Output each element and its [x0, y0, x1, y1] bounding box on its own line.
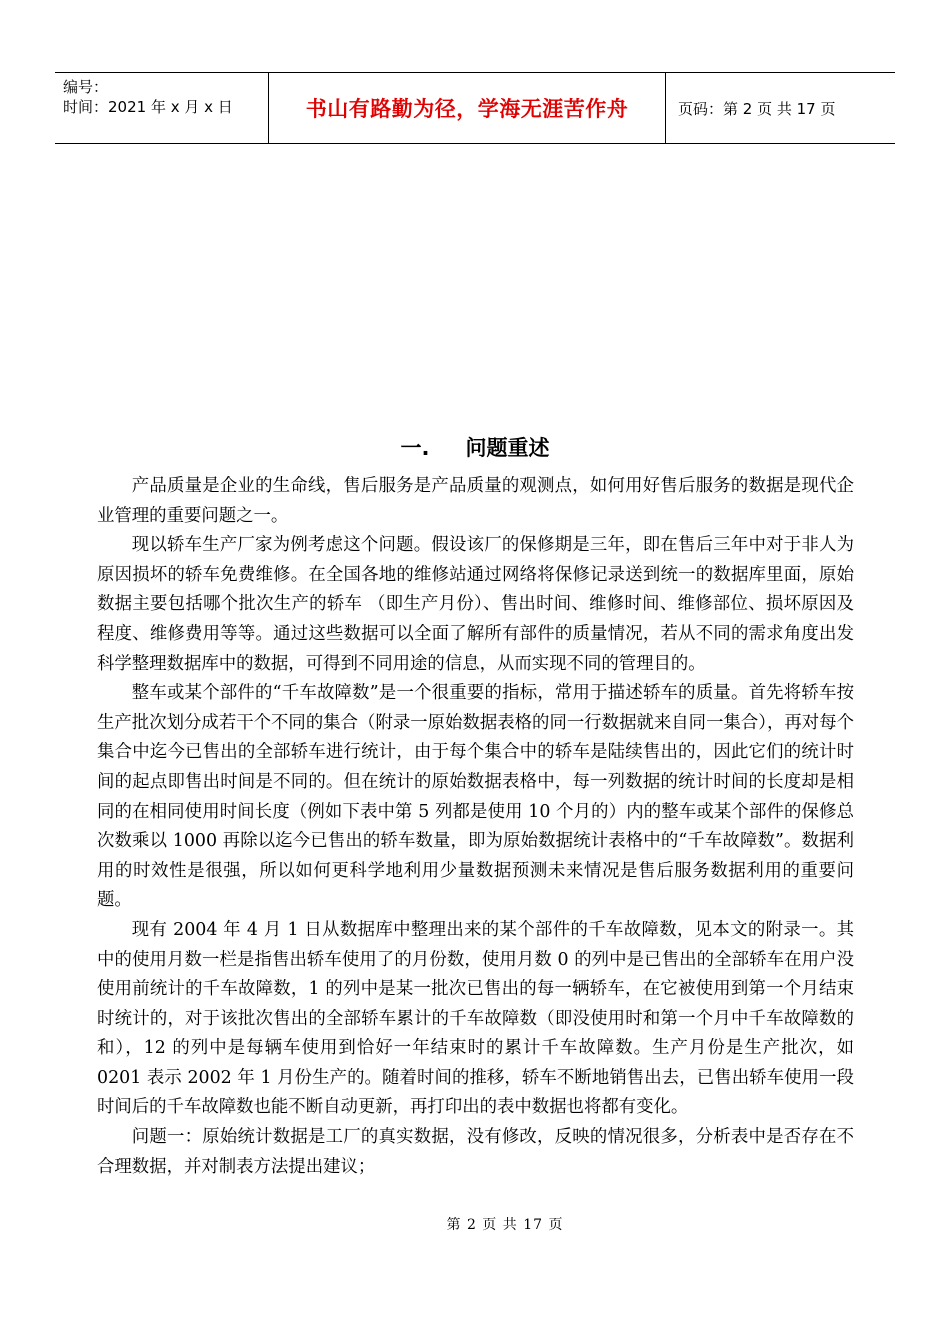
paragraph-3: 整车或某个部件的“千车故障数”是一个很重要的指标，常用于描述轿车的质量。首先将轿车按生产批次划分成若干个不同的集合（附录一原始数据表格的同一行数据就来自同一集合），再对每个集合中迄今已售出的全部轿车进行统计，由于每个集合中的轿车是陆续售出的，因此它们的统计时间的起点即售出时间是不同的。但在统计的原始数据表格中，每一列数据的统计时间的长度却是相同的在相同使用时间长度（例如下表中第 5 列都是使用 10 个月的）内的整车或某个部件的保修总次数乘以 1000 再除以迄今已售出的轿车数量，即为原始数据统计表格中的“千车故障数”。数据利用的时效性是很强，所以如何更科学地利用少量数据预测未来情况是售后服务数据利用的重要问题。 — [97, 683, 854, 911]
page-footer: 第 2 页 共 17 页 — [446, 1217, 564, 1233]
paragraph-2: 现以轿车生产厂家为例考虑这个问题。假设该厂的保修期是三年，即在售后三年中对于非人为原因损坏的轿车免费维修。在全国各地的维修站通过网络将保修记录送到统一的数据库里面，原始数据主要包括哪个批次生产的轿车 （即生产月份）、售出时间、维修时间、维修部位、损坏原因及程度、维修费用等等。通过这些数据可以全面了解所有部件的质量情况，若从不同的需求角度出发科学整理数据库中的数据，可得到不同用途的信息，从而实现不同的管理目的。 — [97, 535, 854, 674]
body-text — [97, 472, 854, 1182]
section-heading — [0, 432, 950, 462]
serial-number-label: 编号： — [63, 78, 109, 96]
section-number: 一. — [400, 436, 430, 460]
time-label: 时间：2021 年 x 月 x 日 — [63, 98, 233, 116]
paragraph-5: 问题一：原始统计数据是工厂的真实数据，没有修改，反映的情况很多，分析表中是否存在不合理数据，并对制表方法提出建议； — [97, 1127, 854, 1177]
header-motto: 书山有路勤为径，学海无涯苦作舟 — [268, 73, 666, 143]
header-page-info: 页码：第 2 页 共 17 页 — [678, 99, 836, 118]
paragraph-1: 产品质量是企业的生命线，售后服务是产品质量的观测点，如何用好售后服务的数据是现代企业管理的重要问题之一。 — [97, 476, 854, 526]
paragraph-4: 现有 2004 年 4 月 1 日从数据库中整理出来的某个部件的千车故障数，见本文的附录一。其中的使用月数一栏是指售出轿车使用了的月份数，使用月数 0 的列中是已售出的全部轿车在用户没使用前统计的千车故障数，1 的列中是某一批次已售出的每一辆轿车，在它被使用到第一个月结束时统计的，对于该批次售出的全部轿车累计的千车故障数（即没使用时和第一个月中千车故障数的和），12 的列中是每辆车使用到恰好一年结束时的累计千车故障数。生产月份是生产批次，如 0201 表示 2002 年 1 月份生产的。随着时间的推移，轿车不断地销售出去，已售出轿车使用一段时间后的千车故障数也能不断自动更新，再打印出的表中数据也将都有变化。 — [97, 919, 854, 1118]
section-title: 问题重述 — [465, 436, 550, 460]
header-meta — [55, 73, 268, 143]
document-header — [55, 72, 895, 144]
